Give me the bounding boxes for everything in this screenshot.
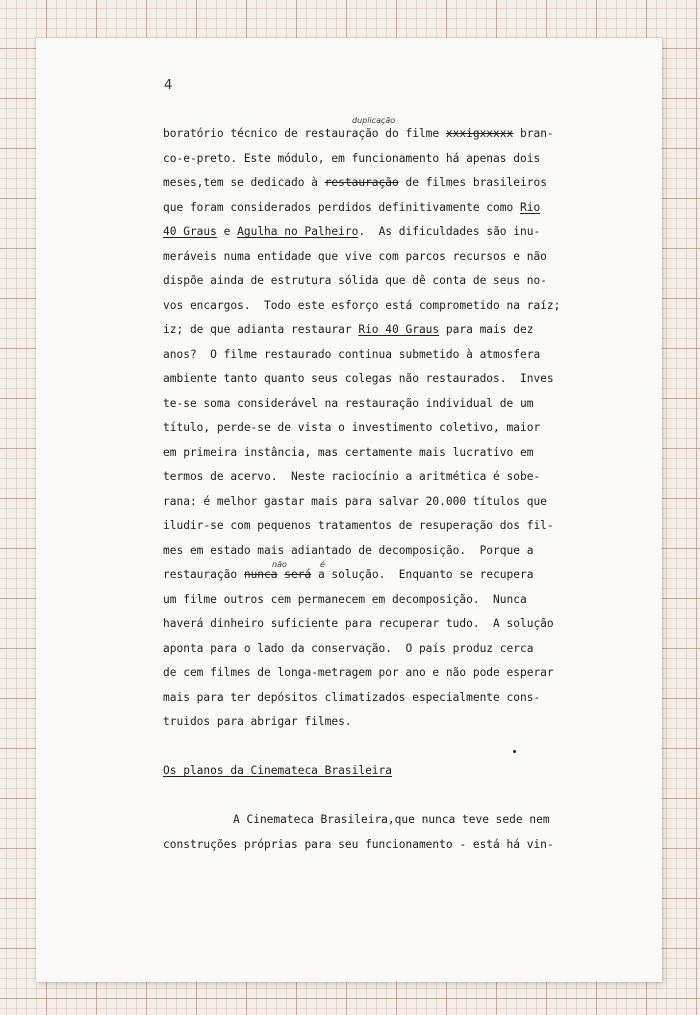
text-line: título, perde-se de vista o investimento coletivo, maior [163,421,541,434]
text-line: truidos para abrigar filmes. [163,715,352,728]
text-line: ambiente tanto quanto seus colegas não restaurados. Inves [163,372,554,385]
text-line: restauração nunca será a solução. Enquanto se recupera [163,568,534,581]
text-line: mes em estado mais adiantado de decomposição. Porque a [163,543,534,557]
text-line: mais para ter depósitos climatizados especialmente cons- [163,690,541,704]
page-number: 4 [164,78,173,93]
text-line: rana: é melhor gastar mais para salvar 20.000 títulos que [163,494,547,508]
text-line: boratório técnico de restauração do filme xxxigxxxxx bran- [163,127,554,140]
text-line: um filme outros cem permanecem em decomposição. Nunca [163,592,527,606]
text-line: termos de acervo. Neste raciocínio a aritmética é sobe- [163,470,541,483]
text-line: 40 Graus e Agulha no Palheiro. As dificuldades são inu- [163,225,541,238]
text-line: te-se soma considerável na restauração individual de um [163,396,534,410]
text-line: iz; de que adianta restaurar Rio 40 Graus para mais dez [163,323,534,336]
text-line: construções próprias para seu funcionamento - está há vin- [163,837,554,851]
text-line: co-e-preto. Este módulo, em funcionamento há apenas dois [163,151,541,165]
text-line: em primeira instância, mas certamente mais lucrativo em [163,445,534,459]
text-line: dispõe ainda de estrutura sólida que dê conta de seus no- [163,274,547,287]
ink-speck [513,750,516,753]
handwritten-annotation: não [272,560,287,569]
text-line: de cem filmes de longa-metragem por ano e não pode esperar [163,666,554,679]
handwritten-annotation: é [320,560,325,569]
text-line: anos? O filme restaurado continua submetido à atmosfera [163,347,541,361]
text-line: A Cinemateca Brasileira,que nunca teve sede nem [233,813,550,826]
text-line: vos encargos. Todo este esforço está comprometido na raíz; [163,298,561,312]
section-heading: Os planos da Cinemateca Brasileira [163,764,393,777]
document-body [163,122,625,857]
text-line: haverá dinheiro suficiente para recuperar tudo. A solução [163,617,554,630]
handwritten-annotation: duplicação [352,116,396,125]
text-line: iludir-se com pequenos tratamentos de resuperação dos fil- [163,519,554,532]
text-line: que foram considerados perdidos definitivamente como Rio [163,200,541,214]
text-line: aponta para o lado da conservação. O país produz cerca [163,641,534,655]
text-line: meráveis numa entidade que vive com parcos recursos e não [163,249,547,263]
text-line: meses,tem se dedicado à restauração de filmes brasileiros [163,176,547,189]
